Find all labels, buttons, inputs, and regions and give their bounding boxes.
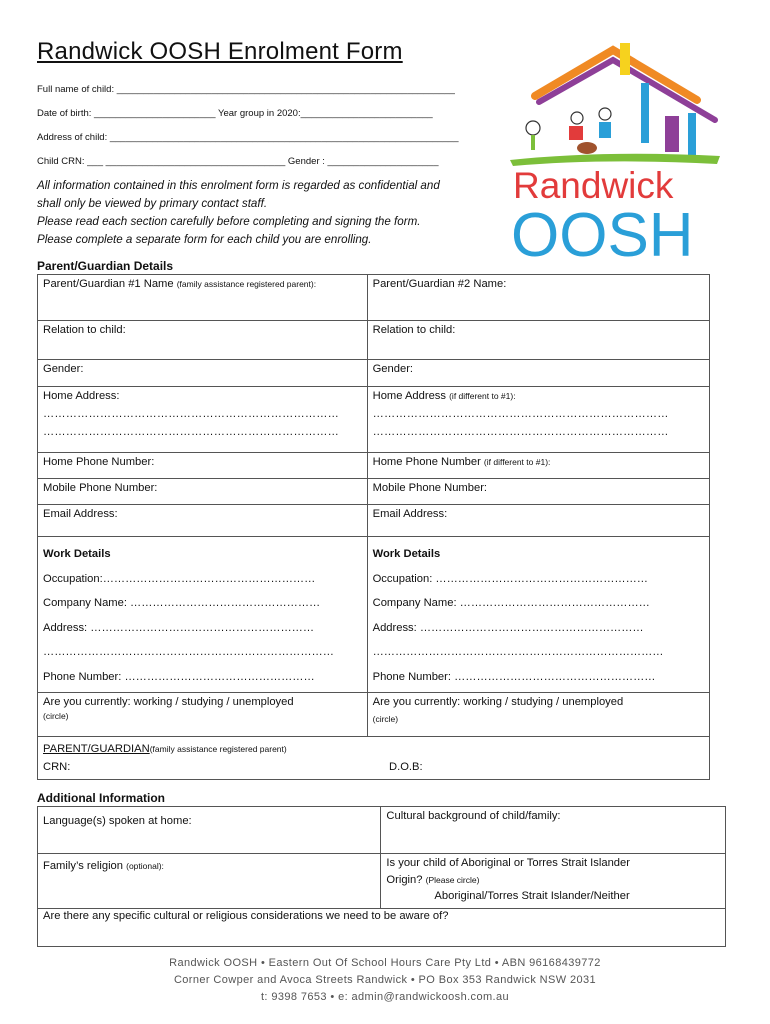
occupation-label: Occupation: ………………………………………………… [372, 572, 648, 585]
parent-table [37, 274, 710, 780]
aboriginal-question: Is your child of Aboriginal or Torres Strait Islander [386, 857, 630, 869]
notice-line: Please read each section carefully before completing and signing the form. [37, 215, 421, 228]
home-address-label: Home Address [372, 390, 446, 402]
p2-mobile-cell[interactable] [367, 479, 709, 505]
occupation-label: Occupation:………………………………………………… [43, 572, 316, 585]
considerations-label: Are there any specific cultural or religious considerations we need to be aware of? [43, 909, 449, 922]
work-address-label: Address: …………………………………………………… [372, 621, 644, 634]
dotted-line: …………………………………………………………………… [43, 408, 340, 420]
crn-gender-field[interactable]: Child CRN: ___ __________________________________ Gender : _____________________ [37, 156, 439, 167]
form-title: Randwick OOSH Enrolment Form [37, 38, 403, 65]
p1-name-label: Parent/Guardian #1 Name [43, 278, 174, 290]
employment-status-label: Are you currently: working / studying / unemployed [43, 696, 294, 708]
mobile-label: Mobile Phone Number: [43, 482, 158, 494]
dotted-line: …………………………………………………………………… [43, 426, 340, 438]
please-circle-note: (Please circle) [425, 874, 480, 885]
full-name-field[interactable]: Full name of child: ________________________________________________________________ [37, 84, 455, 95]
optional-note: (optional): [126, 861, 164, 871]
additional-section-heading: Additional Information [37, 791, 165, 805]
company-label: Company Name: …………………………………………… [43, 597, 321, 609]
notice-line: Please complete a separate form for each child you are enrolling. [37, 233, 372, 246]
footer-contact: t: 9398 7653 • e: admin@randwickoosh.com.au [260, 991, 510, 1003]
p2-work-details-cell[interactable] [367, 537, 709, 693]
work-details-heading: Work Details [372, 548, 441, 560]
dob-field[interactable]: Date of birth: _______________________ Year group in 2020:_________________________ [37, 108, 433, 119]
company-label: Company Name: …………………………………………… [372, 597, 650, 609]
gender-label: Gender: [372, 363, 414, 375]
language-label: Language(s) spoken at home: [43, 815, 192, 827]
circle-note: (circle) [43, 711, 69, 721]
p1-status-cell[interactable] [38, 693, 368, 737]
notice-line: All information contained in this enrolment form is regarded as confidential and [37, 179, 440, 192]
address-field[interactable]: Address of child: __________________________________________________________________ [37, 132, 459, 143]
additional-table [37, 806, 726, 947]
work-phone-label: Phone Number: …………………………………………… [43, 670, 315, 683]
dotted-line: …………………………………………………………………… [372, 646, 664, 658]
registered-parent-note: (family assistance registered parent) [149, 744, 287, 754]
registered-parent-label: PARENT/GUARDIAN [43, 743, 150, 755]
notice-line: shall only be viewed by primary contact staff. [37, 197, 268, 210]
parent-section-heading: Parent/Guardian Details [37, 259, 174, 273]
confidential-notice [37, 177, 507, 249]
p2-name-cell[interactable] [367, 275, 709, 321]
dotted-line: …………………………………………………………………… [43, 646, 334, 658]
dob-label: D.O.B: [389, 761, 423, 773]
registered-parent-cell[interactable] [38, 737, 710, 780]
aboriginal-cell[interactable] [381, 854, 726, 909]
footer-line: Randwick OOSH • Eastern Out Of School Hours Care Pty Ltd • ABN 96168439772 [169, 957, 601, 969]
home-phone-label: Home Phone Number [372, 456, 481, 468]
work-phone-label: Phone Number: ……………………………………………… [372, 670, 656, 683]
home-phone-label: Home Phone Number: [43, 456, 155, 468]
logo-text-oosh: OOSH [511, 201, 694, 263]
randwick-oosh-logo [505, 38, 735, 263]
p2-home-phone-cell[interactable] [367, 453, 709, 479]
p1-mobile-cell[interactable] [38, 479, 368, 505]
origin-label: Origin? [386, 873, 423, 886]
language-cell[interactable] [38, 807, 381, 854]
p1-gender-cell[interactable] [38, 360, 368, 387]
religion-label: Family’s religion [43, 860, 123, 872]
cultural-cell[interactable] [381, 807, 726, 854]
p2-relation-cell[interactable] [367, 321, 709, 360]
home-address-label: Home Address: [43, 390, 120, 402]
relation-label: Relation to child: [372, 324, 456, 336]
aboriginal-options[interactable]: Aboriginal/Torres Strait Islander/Neither [434, 890, 630, 902]
cultural-label: Cultural background of child/family: [386, 810, 561, 822]
p1-relation-cell[interactable] [38, 321, 368, 360]
crn-label: CRN: [43, 761, 71, 773]
dotted-line: …………………………………………………………………… [372, 408, 669, 420]
p2-email-cell[interactable] [367, 505, 709, 537]
email-label: Email Address: [372, 508, 448, 520]
email-label: Email Address: [43, 508, 118, 520]
p1-name-note: (family assistance registered parent): [176, 279, 317, 289]
p1-work-details-cell[interactable] [38, 537, 368, 693]
p1-name-cell[interactable] [38, 275, 368, 321]
if-different-note: (if different to #1): [483, 457, 551, 467]
p2-name-label: Parent/Guardian #2 Name: [372, 278, 507, 290]
p2-home-address-cell[interactable] [367, 387, 709, 453]
relation-label: Relation to child: [43, 324, 126, 336]
dotted-line: …………………………………………………………………… [372, 426, 669, 438]
footer-line: Corner Cowper and Avoca Streets Randwick • PO Box 353 Randwick NSW 2031 [173, 974, 597, 986]
employment-status-label: Are you currently: working / studying / unemployed [372, 696, 624, 708]
gender-label: Gender: [43, 363, 84, 375]
work-address-label: Address: …………………………………………………… [43, 621, 315, 634]
p2-gender-cell[interactable] [367, 360, 709, 387]
considerations-cell[interactable] [38, 908, 726, 946]
p2-status-cell[interactable] [367, 693, 709, 737]
if-different-note: (if different to #1): [449, 391, 516, 401]
circle-note: (circle) [372, 714, 399, 724]
p1-email-cell[interactable] [38, 505, 368, 537]
p1-home-address-cell[interactable] [38, 387, 368, 453]
p1-home-phone-cell[interactable] [38, 453, 368, 479]
religion-cell[interactable] [38, 854, 381, 909]
mobile-label: Mobile Phone Number: [372, 482, 488, 494]
logo-text-randwick: Randwick [513, 165, 674, 206]
work-details-heading: Work Details [43, 548, 111, 560]
